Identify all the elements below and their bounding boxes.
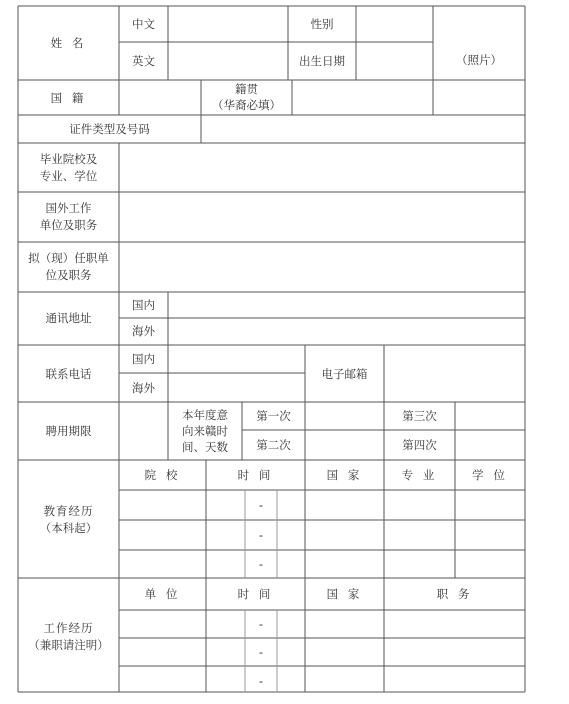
edu-header-country: 国 家 bbox=[326, 468, 363, 482]
visit-intent-line2: 向来赣时 bbox=[182, 424, 228, 438]
first-visit-label: 第一次 bbox=[256, 409, 291, 423]
proposed-job-label-line2: 位及职务 bbox=[45, 268, 92, 282]
proposed-job-label-line1: 拟（现）任职单 bbox=[28, 251, 109, 265]
english-name-label: 英文 bbox=[132, 54, 155, 68]
nationality-label: 国 籍 bbox=[50, 91, 87, 105]
gender-label: 性别 bbox=[310, 17, 334, 31]
work-label-line2: （兼职请注明） bbox=[28, 638, 109, 652]
phone-overseas-field[interactable] bbox=[169, 374, 304, 401]
address-label: 通讯地址 bbox=[45, 311, 92, 325]
third-visit-label: 第三次 bbox=[402, 409, 437, 423]
abroad-job-field[interactable] bbox=[120, 193, 524, 241]
visit-intent-line1: 本年度意 bbox=[182, 408, 228, 422]
work-header-position: 职 务 bbox=[436, 587, 473, 601]
education-label-line1: 教育经历 bbox=[43, 504, 94, 518]
address-overseas-field[interactable] bbox=[169, 319, 524, 344]
email-label: 电子邮箱 bbox=[321, 367, 368, 381]
edu-row3-dash: - bbox=[258, 557, 264, 571]
abroad-job-label-line1: 国外工作 bbox=[45, 201, 92, 215]
second-visit-label: 第二次 bbox=[256, 438, 291, 452]
school-label-line1: 毕业院校及 bbox=[39, 152, 98, 166]
term-label: 聘用期限 bbox=[45, 424, 92, 438]
work-table-body[interactable] bbox=[120, 611, 524, 691]
proposed-job-field[interactable] bbox=[120, 243, 524, 291]
phone-domestic-field[interactable] bbox=[169, 346, 304, 372]
nationality-field[interactable] bbox=[120, 81, 200, 114]
photo-placeholder[interactable]: （照片） bbox=[456, 53, 502, 67]
edu-header-degree: 学 位 bbox=[472, 468, 508, 482]
term-field[interactable] bbox=[120, 403, 167, 459]
education-table-body[interactable] bbox=[120, 491, 524, 577]
work-row3-dash: - bbox=[258, 674, 264, 688]
edu-row2-dash: - bbox=[258, 528, 264, 542]
name-label: 姓 名 bbox=[50, 36, 87, 50]
second-visit-field[interactable] bbox=[306, 431, 383, 459]
chinese-name-field[interactable] bbox=[169, 7, 287, 41]
gender-field[interactable] bbox=[357, 7, 432, 41]
work-row1-dash: - bbox=[258, 617, 264, 631]
edu-header-school: 院 校 bbox=[144, 468, 181, 482]
edu-row1-dash: - bbox=[258, 498, 264, 512]
abroad-job-label-line2: 单位及职务 bbox=[39, 218, 98, 232]
school-field[interactable] bbox=[120, 144, 524, 191]
phone-label: 联系电话 bbox=[45, 367, 92, 381]
birth-date-label: 出生日期 bbox=[299, 54, 345, 68]
email-field[interactable] bbox=[385, 346, 524, 401]
id-type-number-field[interactable] bbox=[202, 116, 524, 142]
phone-domestic-label: 国内 bbox=[132, 352, 155, 366]
birth-date-field[interactable] bbox=[357, 43, 432, 79]
id-type-number-label: 证件类型及号码 bbox=[69, 122, 150, 136]
work-row2-dash: - bbox=[258, 645, 264, 659]
address-overseas-label: 海外 bbox=[132, 324, 155, 338]
address-domestic-field[interactable] bbox=[169, 293, 524, 317]
work-header-time: 时 间 bbox=[237, 587, 274, 601]
chinese-name-label: 中文 bbox=[132, 17, 155, 31]
phone-overseas-label: 海外 bbox=[132, 381, 155, 395]
edu-header-major: 专 业 bbox=[401, 468, 438, 482]
english-name-field[interactable] bbox=[169, 43, 287, 79]
work-header-country: 国 家 bbox=[326, 587, 363, 601]
native-place-field[interactable] bbox=[293, 81, 432, 114]
native-place-note: （华裔必填） bbox=[212, 98, 281, 112]
education-label-line2: （本科起） bbox=[39, 521, 98, 535]
edu-header-time: 时 间 bbox=[237, 468, 274, 482]
first-visit-field[interactable] bbox=[306, 403, 383, 429]
address-domestic-label: 国内 bbox=[132, 298, 155, 312]
work-header-employer: 单 位 bbox=[144, 587, 181, 601]
third-visit-field[interactable] bbox=[456, 403, 524, 429]
school-label-line2: 专业、学位 bbox=[39, 169, 98, 183]
fourth-visit-label: 第四次 bbox=[402, 438, 437, 452]
work-label-line1: 工作经历 bbox=[43, 621, 94, 635]
fourth-visit-field[interactable] bbox=[456, 431, 524, 459]
native-place-label: 籍贯 bbox=[235, 82, 258, 96]
visit-intent-line3: 间、天数 bbox=[182, 440, 228, 454]
